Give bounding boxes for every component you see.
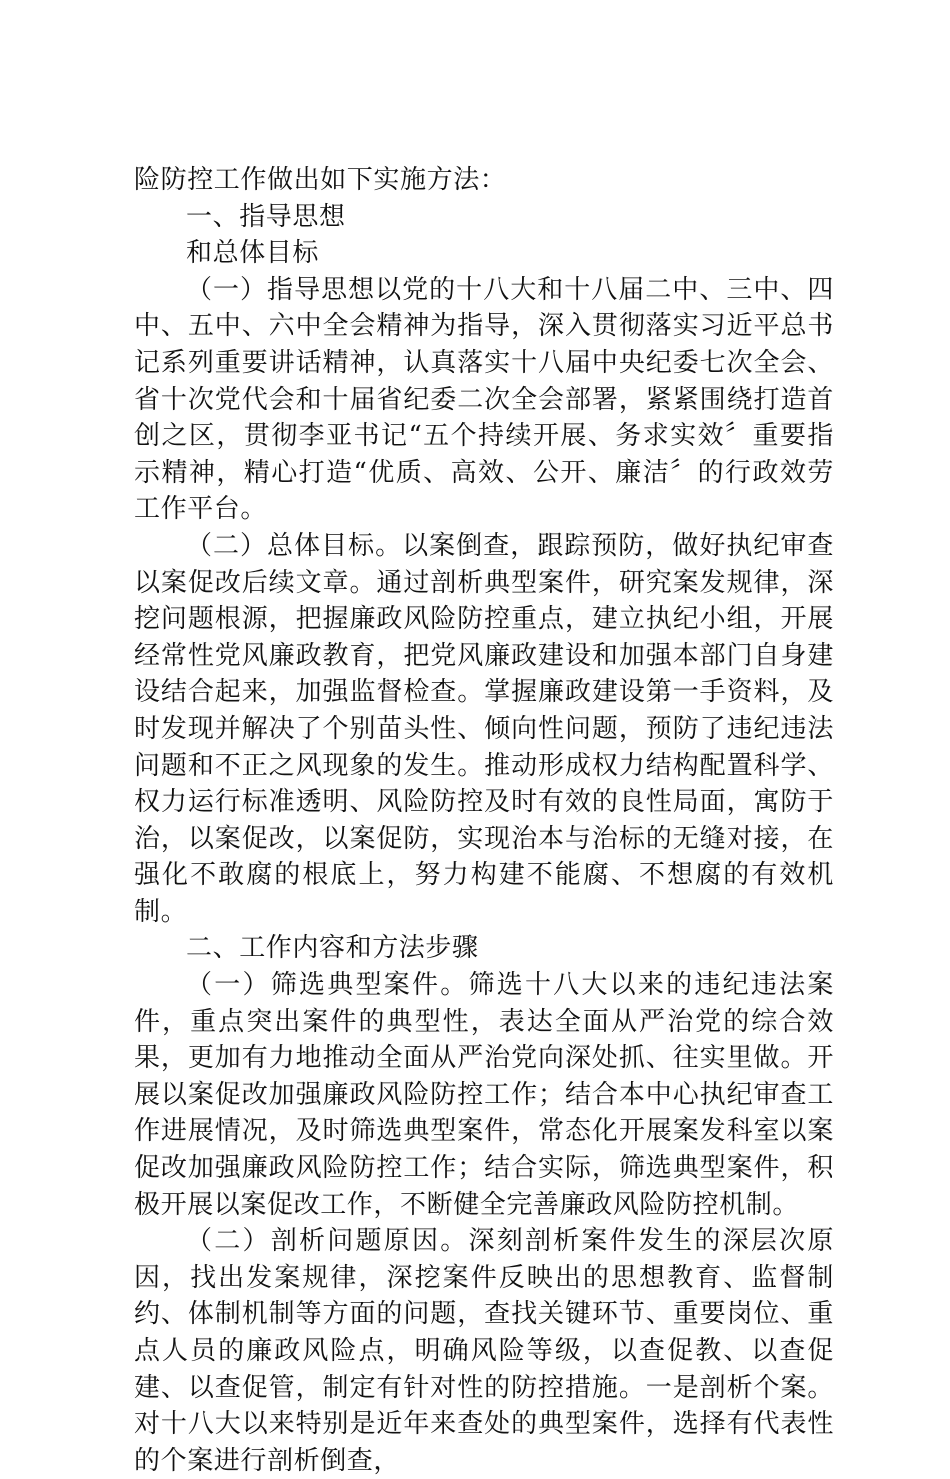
section-2-heading: 二、工作内容和方法步骤	[186, 933, 479, 964]
overall-goal-paragraph: （二）总体目标。以案倒查，跟踪预防，做好执纪审查以案促改后续文章。通过剖析典型案件，研究案发规律，深挖问题根源，把握廉政风险防控重点，建立执纪小组，开展经常性党风廉政教育，把党风廉政建设和加强本部门自身建设结合起来，加强监督检查。掌握廉政建设第一手资料，及时发现并解决了个别苗头性、倾向性问题，预防了违纪违法问题和不正之风现象的发生。推动形成权力结构配置科学、权力运行标准透明、风险防控及时有效的良性局面，寓防于治，以案促改，以案促防，实现治本与治标的无缝对接，在强化不敢腐的根底上，努力构建不能腐、不想腐的有效机制。	[134, 530, 834, 927]
section-1-subheading: 和总体目标	[186, 238, 320, 269]
document-body	[134, 162, 834, 1479]
screen-cases-paragraph: （一）筛选典型案件。筛选十八大以来的违纪违法案件，重点突出案件的典型性，表达全面从严治党的综合效果，更加有力地推动全面从严治党向深处抓、往实里做。开展以案促改加强廉政风险防控工作；结合本中心执纪审查工作进展情况，及时筛选典型案件，常态化开展案发科室以案促改加强廉政风险防控工作；结合实际，筛选典型案件，积极开展以案促改工作，不断健全完善廉政风险防控机制。	[134, 970, 834, 1220]
analyze-causes-paragraph: （二）剖析问题原因。深刻剖析案件发生的深层次原因，找出发案规律，深挖案件反映出的思想教育、监督制约、体制机制等方面的问题，查找关键环节、重要岗位、重点人员的廉政风险点，明确风险等级，以查促教、以查促建、以查促管，制定有针对性的防控措施。一是剖析个案。对十八大以来特别是近年来查处的典型案件，选择有代表性的个案进行剖析倒查，	[134, 1226, 834, 1476]
guiding-ideology-paragraph: （一）指导思想以党的十八大和十八届二中、三中、四中、五中、六中全会精神为指导，深入贯彻落实习近平总书记系列重要讲话精神，认真落实十八届中央纪委七次全会、省十次党代会和十届省纪委二次全会部署，紧紧围绕打造首创之区，贯彻李亚书记“五个持续开展、务求实效〞重要指示精神，精心打造“优质、高效、公开、廉洁〞的行政效劳工作平台。	[134, 274, 834, 525]
section-1-heading: 一、指导思想	[186, 201, 346, 232]
intro-line: 险防控工作做出如下实施方法：	[134, 165, 507, 195]
